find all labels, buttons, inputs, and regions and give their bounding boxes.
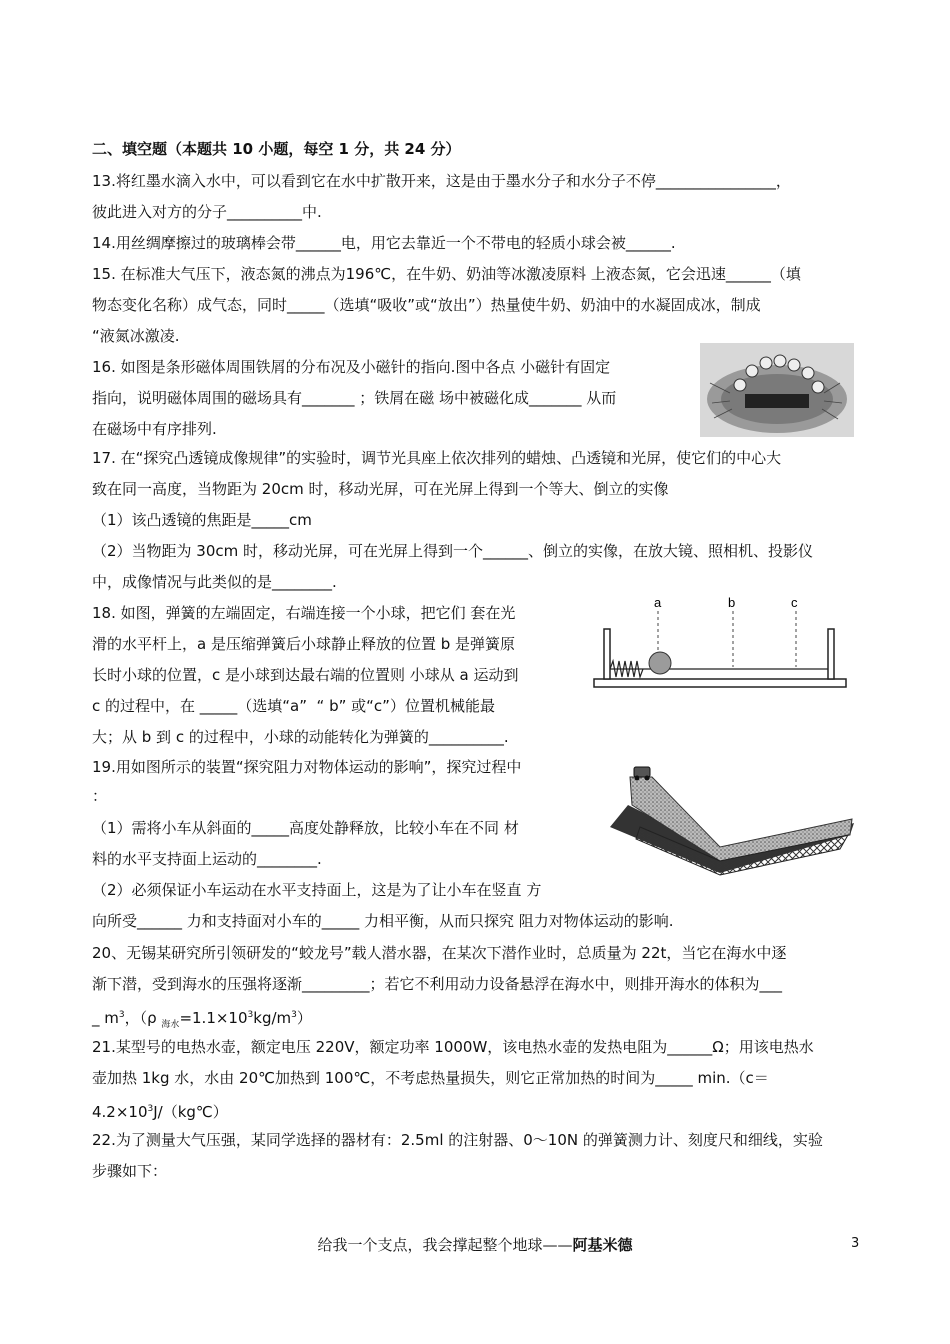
q16-line3: 在磁场中有序排列. (92, 420, 217, 438)
q21-sup-exp: 3 (147, 1104, 154, 1114)
magnet-filings-figure (700, 343, 854, 437)
q18-line1: 18. 如图，弹簧的左端固定，右端连接一个小球，把它们 套在光 (92, 604, 516, 622)
q20-sup-exp: 3 (118, 1010, 125, 1020)
q21-line1: 21.某型号的电热水壶，额定电压 220V，额定功率 1000W，该电热水壶的发热电阻为______Ω；用该电热水 (92, 1038, 814, 1056)
q17-sub1: （1）该凸透镜的焦距是_____cm (92, 511, 312, 529)
q19-sub1-line1: （1）需将小车从斜面的_____高度处静释放，比较小车在不同 材 (92, 819, 519, 837)
q20-density-unit: kg/m (253, 1009, 292, 1027)
q15-line1: 15. 在标准大气压下，液态氮的沸点为196℃，在牛奶、奶油等冰激凌原料 上液态氮，它会迅速______（填 (92, 265, 801, 283)
q17-line2: 致在同一高度，当物距为 20cm 时，移动光屏，可在光屏上得到一个等大、倒立的实像 (92, 480, 669, 498)
q19-line1: 19.用如图所示的装置“探究阻力对物体运动的影响”，探究过程中 (92, 758, 522, 776)
q16-line2: 指向，说明磁体周围的磁场具有_______ ；铁屑在磁 场中被磁化成_______ 从而 (92, 389, 617, 407)
q20-line2: 渐下潜，受到海水的压强将逐渐_________；若它不利用动力设备悬浮在海水中，则排开海水的体积为___ (92, 975, 783, 993)
q20-line3-end: ） (296, 1009, 312, 1027)
footer-author: 阿基米德 (572, 1236, 633, 1254)
q18-line3: 长时小球的位置，c 是小球到达最右端的位置则 小球从 a 运动到 (92, 666, 519, 684)
figure18-label-b: b (728, 595, 736, 610)
q15-line3: “液氮冰激凌. (92, 327, 180, 345)
q13-line2: 彼此进入对方的分子__________中. (92, 203, 322, 221)
q19-sub1-line2: 料的水平支持面上运动的________. (92, 850, 322, 868)
q20-line3 (92, 1005, 312, 1035)
q20-density-value: =1.1×10 (179, 1009, 248, 1027)
q22-line2: 步骤如下： (92, 1162, 168, 1180)
q20-sup-exp3: 3 (291, 1010, 297, 1020)
figure18-label-c: c (791, 595, 798, 610)
q17-sub2-line1: （2）当物距为 30cm 时，移动光屏，可在光屏上得到一个______、倒立的实像，在放大镜、照相机、投影仪 (92, 542, 814, 560)
q21-unit: J/（kg℃） (153, 1103, 228, 1121)
q19-sub2-line1: （2）必须保证小车运动在水平支持面上，这是为了让小车在竖直 方 (92, 881, 542, 899)
q18-line2: 滑的水平杆上，a 是压缩弹簧后小球静止释放的位置 b 是弹簧原 (92, 635, 516, 653)
q21-line2: 壶加热 1kg 水，水由 20℃加热到 100℃，不考虑热量损失，则它正常加热的时间为_____ min.（c＝ (92, 1069, 769, 1087)
q14-line: 14.用丝绸摩擦过的玻璃棒会带______电，用它去靠近一个不带电的轻质小球会被______. (92, 234, 676, 252)
q20-sub-seawater: 海水 (161, 1020, 180, 1030)
spring-ball-figure (590, 595, 850, 695)
q20-sup-exp2: 3 (247, 1010, 254, 1020)
q21-line3 (92, 1099, 228, 1122)
q22-line1: 22.为了测量大气压强，某同学选择的器材有：2.5ml 的注射器、0～10N 的弹簧测力计、刻度尺和细线，实验 (92, 1131, 823, 1149)
q13-line1: 13.将红墨水滴入水中，可以看到它在水中扩散开来，这是由于墨水分子和水分子不停________________， (92, 172, 791, 190)
q15-line2: 物态变化名称）成气态，同时_____（选填“吸收”或“放出”）热量使牛奶、奶油中的水凝固成冰，制成 (92, 296, 761, 314)
figure18-label-a: a (654, 595, 662, 610)
q21-heat-capacity: 4.2×10 (92, 1103, 148, 1121)
q20-line3-start: _ m (92, 1009, 119, 1027)
q19-line2: ： (92, 787, 108, 805)
q16-line1: 16. 如图是条形磁体周围铁屑的分布况及小磁针的指向.图中各点 小磁针有固定 (92, 358, 611, 376)
q18-line4: c 的过程中，在 _____（选填“a” “ b” 或“c”）位置机械能最 (92, 697, 495, 715)
section-title: 二、填空题（本题共 10 小题，每空 1 分，共 24 分） (92, 140, 461, 158)
q17-line1: 17. 在“探究凸透镜成像规律”的实验时，调节光具座上依次排列的蜡烛、凸透镜和光屏，使它们的中心大 (92, 449, 782, 467)
q20-line1: 20、无锡某研究所引领研发的“蛟龙号”载人潜水器，在某次下潜作业时，总质量为 22t，当它在海水中逐 (92, 944, 787, 962)
q18-line5: 大；从 b 到 c 的过程中，小球的动能转化为弹簧的__________. (92, 728, 509, 746)
footer-quote-text: 给我一个支点，我会撑起整个地球—— (317, 1236, 573, 1254)
footer-quote (0, 1234, 950, 1255)
q19-sub2-line2: 向所受______ 力和支持面对小车的_____ 力相平衡，从而只探究 阻力对物体运动的影响. (92, 912, 674, 930)
page-number: 3 (851, 1236, 860, 1251)
incline-cart-figure (600, 757, 862, 877)
q17-sub2-line2: 中，成像情况与此类似的是________. (92, 573, 337, 591)
q20-rho-text: ，（ρ (124, 1009, 162, 1027)
